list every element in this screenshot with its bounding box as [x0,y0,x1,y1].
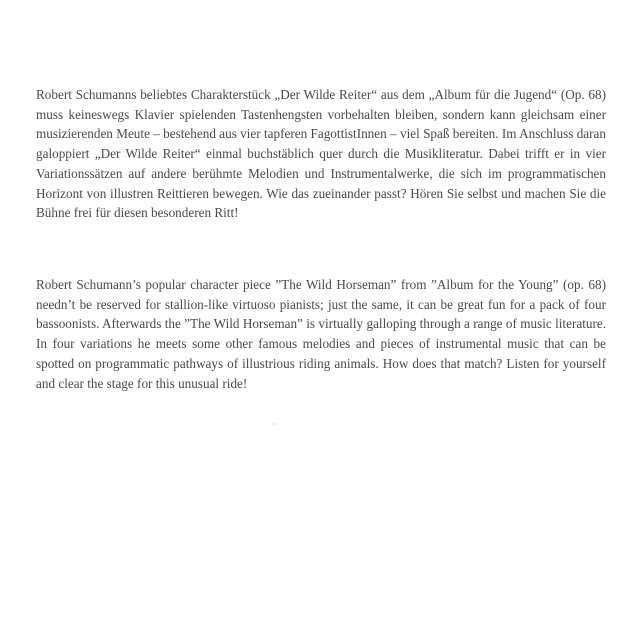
scan-speck [273,423,275,425]
paragraph-german: Robert Schumanns beliebtes Charakterstück „Der Wilde Reiter“ aus dem „Album für die Jugend“ (Op. 68) muss keineswegs Klavier spielenden Tastenhengsten vorbehalten bleiben, sondern kann gleichsam einer musizierenden Meute – bestehend aus vier tapferen FagottistInnen – viel Spaß bereiten. Im Anschluss daran galoppiert „Der Wilde Reiter“ einmal buchstäblich quer durch die Musikliteratur. Dabei trifft er in vier Variationssätzen auf andere berühmte Melodien und Instrumentalwerke, die sich im programmatischen Horizont von illustren Reittieren bewegen. Wie das zueinander passt? Hören Sie selbst und machen Sie die Bühne frei für diesen besonderen Ritt! [36,87,606,221]
paragraph-english: Robert Schumann’s popular character piece ”The Wild Horseman” from ”Album for the Young” (op. 68) needn’t be reserved for stallion-like virtuoso pianists; just the same, it can be great fun for a pack of four bassoonists. Afterwards the ”The Wild Horseman” is virtually galloping through a range of music literature. In four variations he meets some other famous melodies and pieces of instrumental music that can be spotted on programmatic pathways of illustrious riding animals. How does that match? Listen for yourself and clear the stage for this unusual ride! [36,277,606,391]
